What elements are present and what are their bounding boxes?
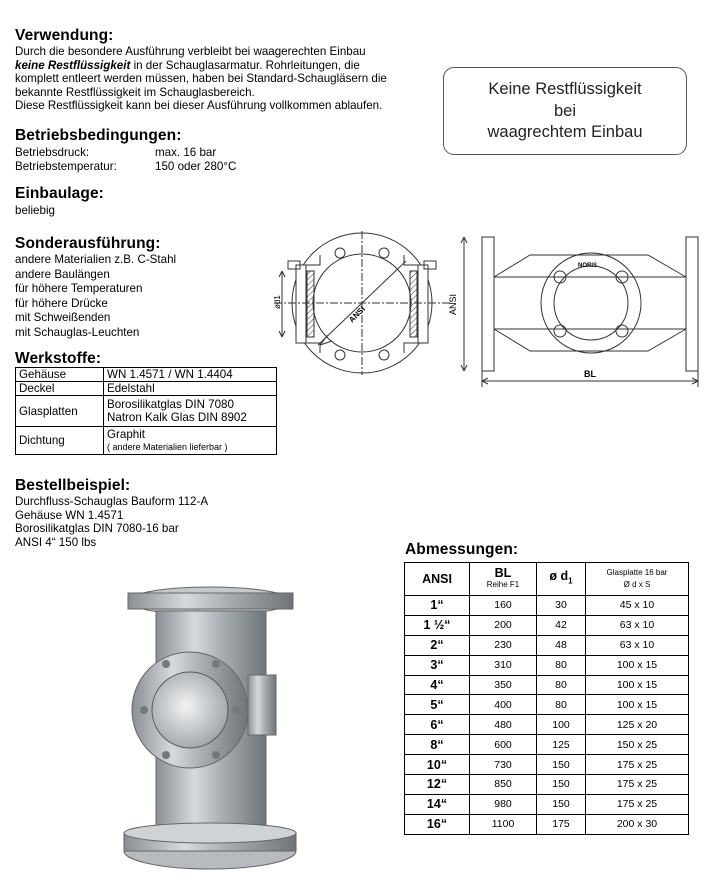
cell-ansi: 1 ½“ (405, 615, 470, 635)
cell-bl: 400 (470, 695, 537, 715)
cell-d1: 150 (537, 794, 586, 814)
cell-d1: 80 (537, 675, 586, 695)
usage-line-1: Durch die besondere Ausführung verbleibt bei waagerechten Einbau (15, 45, 366, 58)
special-heading: Sonderausführung: (15, 235, 161, 252)
materials-heading: Werkstoffe: (15, 350, 102, 367)
operating-temp-value: 150 oder 280°C (155, 160, 237, 173)
col-header-d1-main: ø d (549, 569, 569, 584)
operating-temp-label: Betriebstemperatur: (15, 160, 117, 173)
materials-value-line-1: Graphit (107, 427, 146, 441)
col-header-glass-main: Glasplatte 16 bar (606, 568, 668, 577)
table-row (405, 814, 689, 834)
table-row (405, 635, 689, 655)
cell-ansi: 1“ (405, 596, 470, 616)
cell-ansi: 10“ (405, 755, 470, 775)
cell-ansi: 3“ (405, 655, 470, 675)
cell-d1: 80 (537, 655, 586, 675)
special-list (15, 253, 176, 341)
label-d1: ød1 (273, 295, 282, 309)
materials-part: Dichtung (16, 427, 104, 455)
cell-glass: 100 x 15 (586, 675, 689, 695)
cell-d1: 48 (537, 635, 586, 655)
table-row (405, 695, 689, 715)
table-row (405, 715, 689, 735)
materials-value: Edelstahl (104, 382, 277, 396)
special-item: für höhere Temperaturen (15, 282, 143, 296)
col-header-bl (470, 563, 537, 596)
cell-d1: 150 (537, 775, 586, 795)
table-row (16, 427, 277, 455)
usage-line-3: komplett entleert werden müssen, haben bei Standard-Schaugläsern die (15, 72, 387, 86)
cell-d1: 30 (537, 596, 586, 616)
cell-ansi: 8“ (405, 735, 470, 755)
cell-glass: 175 x 25 (586, 794, 689, 814)
materials-part: Gehäuse (16, 368, 104, 382)
table-row (405, 615, 689, 635)
cell-bl: 230 (470, 635, 537, 655)
special-item: für höhere Drücke (15, 296, 108, 310)
order-lines (15, 495, 208, 549)
callout-box (443, 67, 687, 155)
cell-bl: 480 (470, 715, 537, 735)
materials-value-line-2: Natron Kalk Glas DIN 8902 (107, 411, 247, 424)
special-item: andere Baulängen (15, 267, 110, 281)
materials-value-note: ( andere Materialien lieferbar ) (107, 441, 228, 452)
usage-line-5: Diese Restflüssigkeit kann bei dieser Ausführung vollkommen ablaufen. (15, 99, 383, 113)
cell-ansi: 16“ (405, 814, 470, 834)
col-header-ansi: ANSI (405, 563, 470, 596)
order-line: ANSI 4“ 150 lbs (15, 535, 97, 549)
table-row (16, 396, 277, 427)
cell-d1: 100 (537, 715, 586, 735)
materials-value (104, 396, 277, 427)
cell-ansi: 6“ (405, 715, 470, 735)
side-view (461, 237, 698, 387)
cell-bl: 850 (470, 775, 537, 795)
cell-glass: 100 x 15 (586, 695, 689, 715)
installation-value: beliebig (15, 204, 55, 217)
label-ansi-side: ANSI (448, 293, 458, 315)
materials-table (15, 367, 277, 455)
cell-glass: 175 x 25 (586, 775, 689, 795)
materials-value: WN 1.4571 / WN 1.4404 (104, 368, 277, 382)
callout-line-1: Keine Restflüssigkeit (488, 80, 642, 98)
label-ansi-circle: ANSI (347, 304, 367, 325)
dimensions-heading: Abmessungen: (405, 541, 519, 558)
materials-value-line-1: Borosilikatglas DIN 7080 (107, 398, 234, 411)
order-line: Durchfluss-Schauglas Bauform 112-A (15, 495, 209, 508)
cell-glass: 45 x 10 (586, 596, 689, 616)
order-line: Borosilikatglas DIN 7080-16 bar (15, 522, 179, 536)
table-row (405, 794, 689, 814)
cell-bl: 980 (470, 794, 537, 814)
cell-ansi: 4“ (405, 675, 470, 695)
materials-part: Deckel (16, 382, 104, 396)
table-header-row (405, 563, 689, 596)
table-row (405, 775, 689, 795)
operating-heading: Betriebsbedingungen: (15, 127, 182, 144)
cell-ansi: 5“ (405, 695, 470, 715)
cell-glass: 150 x 25 (586, 735, 689, 755)
order-line: Gehäuse WN 1.4571 (15, 508, 124, 522)
label-bl: BL (584, 369, 596, 379)
cell-bl: 350 (470, 675, 537, 695)
table-row (405, 596, 689, 616)
usage-bold-phrase: keine Restflüssigkeit (15, 58, 131, 72)
usage-heading: Verwendung: (15, 27, 114, 44)
table-row (405, 675, 689, 695)
cell-bl: 1100 (470, 814, 537, 834)
col-header-glass (586, 563, 689, 596)
label-noris: NORIS (578, 263, 598, 269)
usage-text (15, 45, 387, 113)
special-item: andere Materialien z.B. C-Stahl (15, 253, 177, 266)
table-row (16, 382, 277, 396)
cell-d1: 175 (537, 814, 586, 834)
product-photo (118, 575, 298, 880)
cell-bl: 310 (470, 655, 537, 675)
table-row (405, 735, 689, 755)
front-view (274, 231, 450, 375)
cell-glass: 63 x 10 (586, 635, 689, 655)
cell-bl: 600 (470, 735, 537, 755)
callout-line-3: waagrechtem Einbau (487, 123, 643, 141)
cell-d1: 150 (537, 755, 586, 775)
col-header-bl-sub: Reihe F1 (486, 580, 520, 589)
usage-line-2 (15, 59, 387, 73)
table-row (16, 368, 277, 382)
cell-bl: 730 (470, 755, 537, 775)
cell-glass: 125 x 20 (586, 715, 689, 735)
table-row (405, 755, 689, 775)
materials-value (104, 427, 277, 455)
cell-d1: 125 (537, 735, 586, 755)
col-header-bl-main: BL (494, 566, 512, 580)
cell-bl: 200 (470, 615, 537, 635)
cell-glass: 63 x 10 (586, 615, 689, 635)
special-item: mit Schweißenden (15, 311, 111, 325)
installation-heading: Einbaulage: (15, 185, 104, 202)
operating-pressure-label: Betriebsdruck: (15, 146, 90, 159)
table-row (405, 655, 689, 675)
col-header-glass-sub: Ø d x S (623, 580, 651, 589)
usage-line-4: bekannte Restflüssigkeit im Schauglasbereich. (15, 85, 255, 99)
operating-pressure-value: max. 16 bar (155, 146, 217, 159)
materials-part: Glasplatten (16, 396, 104, 427)
col-header-d1: ø $d_1$ (537, 563, 586, 596)
cell-d1: 42 (537, 615, 586, 635)
cell-glass: 100 x 15 (586, 655, 689, 675)
usage-line-2-rest: in der Schauglasarmatur. Rohrleitungen, die (130, 58, 360, 72)
order-heading: Bestellbeispiel: (15, 477, 131, 494)
cell-ansi: 12“ (405, 775, 470, 795)
technical-drawing (260, 225, 705, 395)
cell-d1: 80 (537, 695, 586, 715)
cell-ansi: 14“ (405, 794, 470, 814)
dimensions-table (404, 562, 689, 835)
cell-bl: 160 (470, 596, 537, 616)
cell-glass: 175 x 25 (586, 755, 689, 775)
cell-glass: 200 x 30 (586, 814, 689, 834)
special-item: mit Schauglas-Leuchten (15, 325, 140, 339)
cell-ansi: 2“ (405, 635, 470, 655)
callout-line-2: bei (553, 101, 577, 120)
